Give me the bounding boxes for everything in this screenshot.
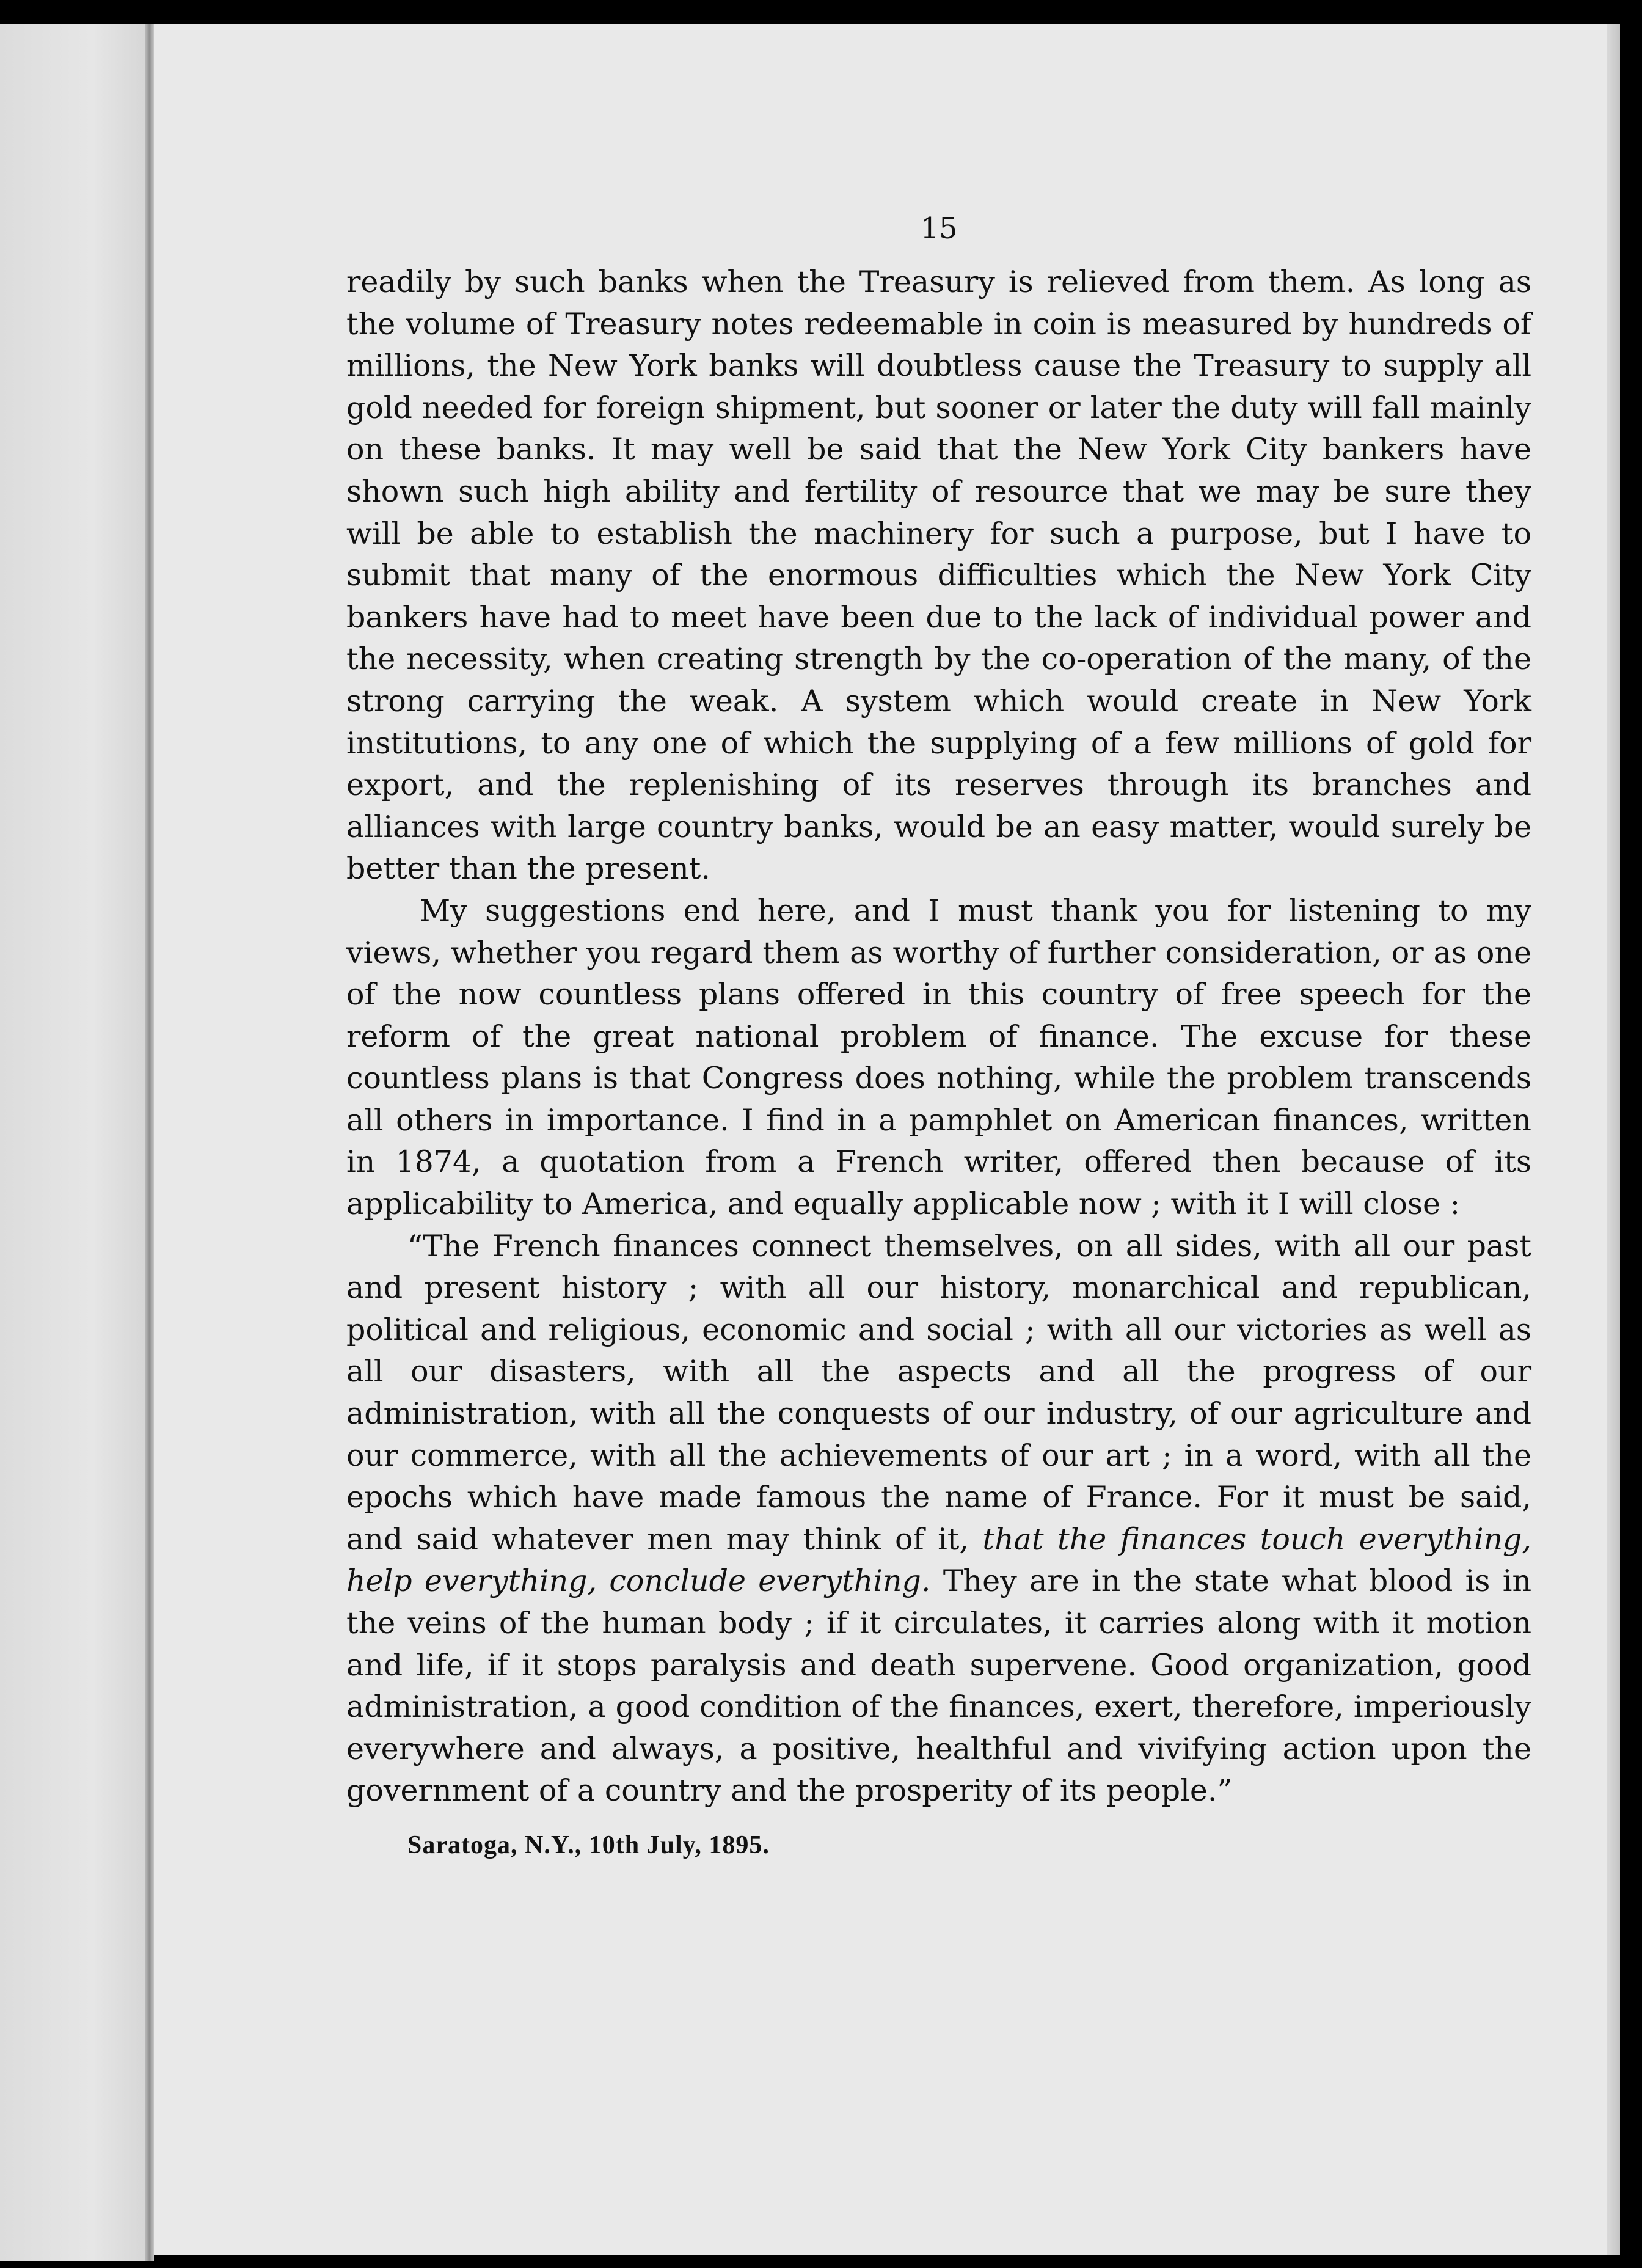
quote-part-2: They are in the state what blood is in the veins of the human body ; if it circulates, it carries along with it motion and life, if it stops paralysis and death supervene. Good organization, good administration, a good condition of the finances, exert, therefore, imperiously everywhere and always, a positive, healthful and vivifying action upon the government of a country and the prosperity of its people.” [346, 1564, 1531, 1809]
binding-fold [145, 24, 154, 2261]
page-edge-shadow [1607, 24, 1620, 2255]
page-number: 15 [920, 211, 958, 246]
paragraph-suggestions: My suggestions end here, and I must thank you for listening to my views, whether you regard them as worthy of further consideration, or as one of the now countless plans offered in this country of free speech for the reform of the great national problem of finance. The excuse for these countless plans is that Congress does nothing, while the problem transcends all others in importance. I find in a pamphlet on American finances, written in 1874, a quotation from a French writer, offered then because of its applicability to America, and equally applicable now ; with it I will close : [346, 893, 1531, 1222]
facing-page-edge [0, 24, 154, 2261]
paragraph-banks: readily by such banks when the Treasury is relieved from them. As long as the volume of Treasury notes redeemable in coin is measured by hundreds of millions, the New York banks will doubtless cause the Treasury to supply all gold needed for foreign shipment, but sooner or later the duty will fall mainly on these banks. It may well be said that the New York City bankers have shown such high ability and fertility of resource that we may be sure they will be able to establish the machinery for such a purpose, but I have to submit that many of the enormous difficulties which the New York City bankers have had to meet have been due to the lack of individual power and the necessity, when creating strength by the co-operation of the many, of the strong carrying the weak. A system which would create in New York institutions, to any one of which the supplying of a few millions of gold for export, and the replenishing of its reserves through its branches and alliances with large country banks, would be an easy matter, would surely be better than the present. [346, 265, 1531, 887]
document-page [154, 24, 1620, 2255]
quote-part-1: “The French finances connect themselves, on all sides, with all our past and present history ; with all our history, monarchical and republican, political and religious, economic and social ; with all our victories as well as all our disasters, with all the aspects and all the progress of our administration, with all the conquests of our industry, of our agriculture and our commerce, with all the achievements of our art ; in a word, with all the epochs which have made famous the name of France. For it must be said, and said whatever men may think of it, [346, 1228, 1531, 1557]
french-finances-quote [346, 1226, 1531, 1812]
quote-italic: that the finances touch everything, help everything, conclude everything. [346, 1521, 1531, 1599]
page-text [346, 208, 1531, 1867]
signoff-place-date: Saratoga, N.Y., 10th July, 1895. [407, 1831, 770, 1859]
